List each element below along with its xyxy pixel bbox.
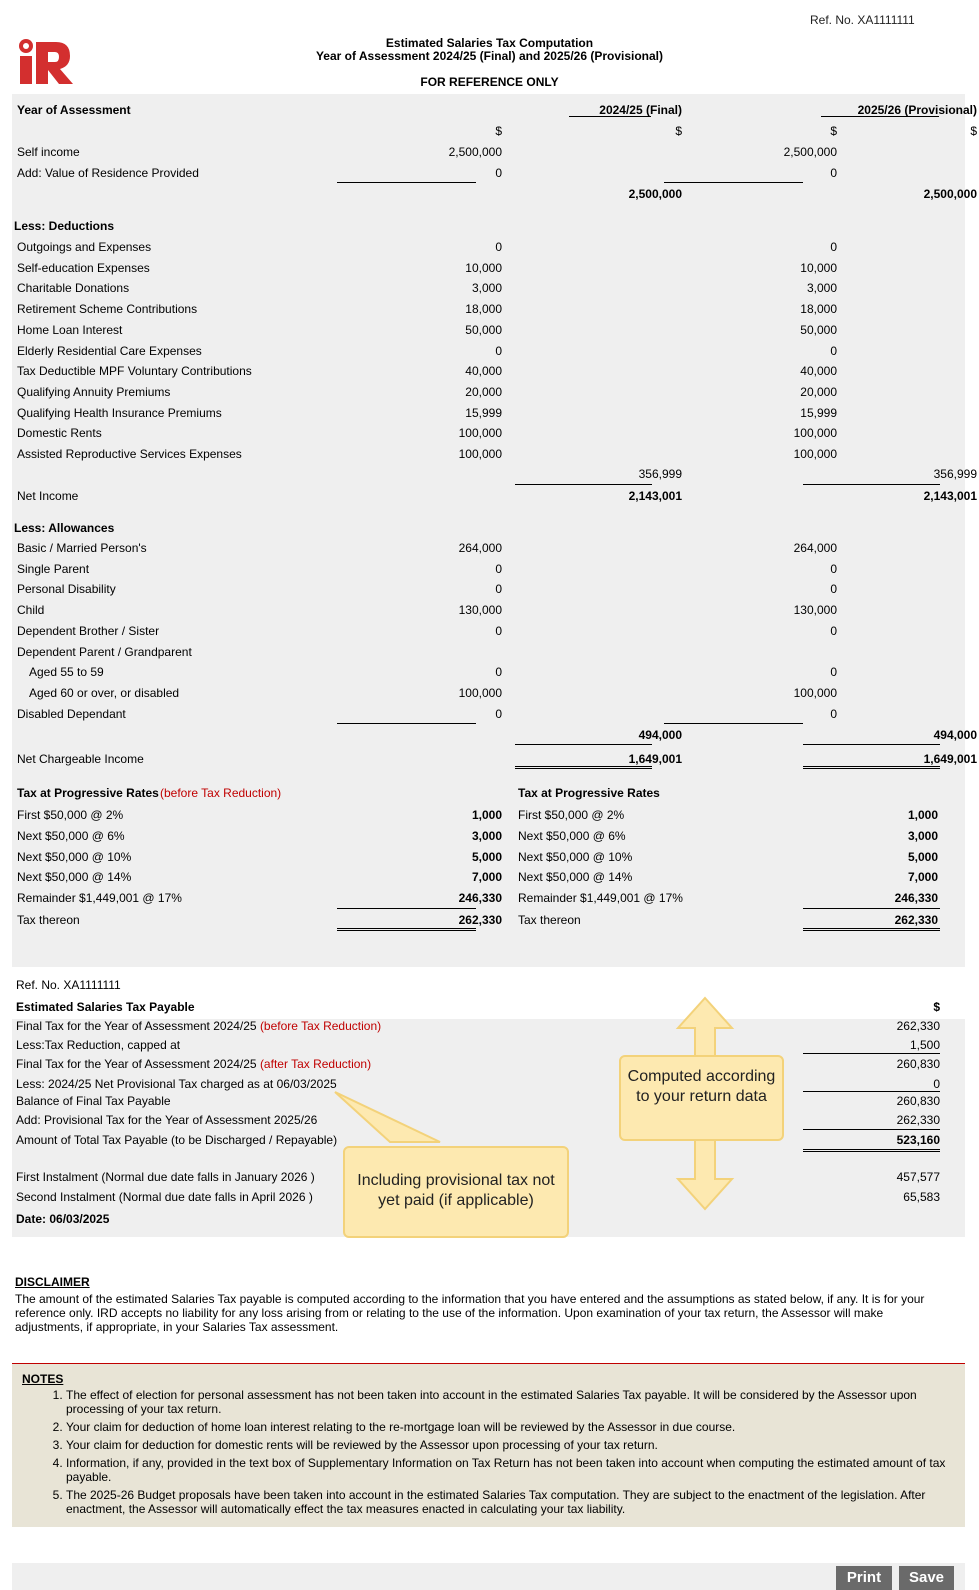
allowance-row [17,580,947,598]
income-total-row [17,185,977,203]
tax1-row-label: Next $50,000 @ 10% [17,849,132,864]
allowance-row-c1: 0 [495,582,502,597]
tax2-row-value: 5,000 [907,849,938,864]
allowance-row-label: Dependent Parent / Grandparent [17,644,192,659]
instalment-1-value: 457,577 [896,1170,940,1184]
allow-total-underline-b [803,744,940,745]
print-button[interactable]: Print [836,1566,892,1590]
ded-underline-b [803,484,940,485]
deduction-row-label: Retirement Scheme Contributions [17,302,198,317]
net-income-row [17,487,977,505]
deduction-row-c3: 40,000 [800,364,837,379]
deduction-row [17,279,947,297]
allowance-row-c1: 0 [495,623,502,638]
tax1-thereon-c1: 262,330 [458,913,502,927]
allowance-row-c1: 0 [495,706,502,721]
footer-bar [12,1563,965,1590]
y2-underline [821,116,939,117]
tax1-row-label: Remainder $1,449,001 @ 17% [17,891,182,906]
deduction-row-c1: 3,000 [471,281,502,296]
tax2-title-label: Tax at Progressive Rates [518,786,660,800]
tax2-row-label: First $50,000 @ 2% [518,808,625,822]
payable-r6-label: Add: Provisional Tax for the Year of Assessment 2025/26 [16,1113,318,1127]
deduction-row-c1: 50,000 [465,322,502,337]
allowance-row-c1: 0 [495,665,502,680]
deduction-row-c3: 100,000 [793,426,837,441]
deduction-row-c3: 15,999 [800,405,837,420]
payable-r2-label: Less:Tax Reduction, capped at [16,1038,181,1052]
including-callout: Including provisional tax not yet paid (if applicable) [343,1146,569,1238]
allowance-row-c1: 264,000 [458,541,502,555]
y1-underline [569,116,651,117]
allowance-row [17,601,947,619]
pay-underline-1 [803,1053,940,1054]
income-total-row-c4: 2,500,000 [923,187,977,201]
deduction-row [17,445,947,463]
tax1-row-c1: 1,000 [471,808,502,822]
note-item: 1. The effect of election for personal assessment has not been taken into account in the estimated Salaries Tax payable. It will be considered by the Assessor upon processing of your tax return. [66,1388,946,1416]
self-income-row-c3: 2,500,000 [783,145,837,159]
residence-row-label: Add: Value of Residence Provided [17,166,199,180]
notes-panel [12,1363,965,1527]
allowance-row-c3: 0 [830,665,837,680]
income-underline-a [337,182,476,183]
net-income-row-c4: 2,143,001 [923,489,977,503]
pay-double [803,1149,940,1152]
deduction-row-c1: 100,000 [458,447,502,461]
save-button[interactable]: Save [899,1566,954,1590]
deduction-row [17,383,947,401]
tax1-thereon-label: Tax thereon [17,913,80,927]
income-total-row-c2: 2,500,000 [628,187,682,201]
allowance-row-c1: 0 [495,561,502,576]
reference-number: Ref. No. XA1111111 [810,13,915,27]
deduction-row-label: Elderly Residential Care Expenses [17,343,202,358]
deductions-total-row [17,465,977,483]
tax1-row-c1: 5,000 [471,849,502,864]
deduction-row-c3: 20,000 [800,384,837,399]
payable-r7-label: Amount of Total Tax Payable (to be Discharged / Repayable) [16,1133,338,1147]
callout-pointer [330,1090,450,1150]
allowances-title [14,519,944,537]
deduction-row [17,321,947,339]
deduction-row-label: Qualifying Health Insurance Premiums [17,405,222,420]
allowance-row-c3: 130,000 [793,603,837,618]
residence-row-c3: 0 [830,166,837,180]
deductions-total-row-c4: 356,999 [933,467,977,481]
payable-r3 [16,1055,940,1073]
deductions-total-row-c2: 356,999 [638,467,682,481]
allowance-row [17,560,947,578]
col-header-row-label: Year of Assessment [17,103,131,117]
deduction-row-c3: 10,000 [800,260,837,275]
allowance-row-c3: 100,000 [793,685,837,700]
deduction-row-c1: 20,000 [465,384,502,399]
nci-double-a [515,766,652,769]
note-item: 5. The 2025-26 Budget proposals have been taken into account in the estimated Salaries Tax computation. They are subject to the enactment of the legislation. After enactment, the Assessor will automatically effect the tax measures enacted in calculating your tax liability. [66,1488,946,1516]
tax1-double [337,928,476,931]
tax2-row-value: 3,000 [907,828,938,843]
allowances-total-row-c2: 494,000 [638,728,682,742]
col-header-row-c4: 2025/26 (Provisional) [857,103,977,117]
payable-r4-label: Less: 2024/25 Net Provisional Tax charged as at 06/03/2025 [16,1077,337,1091]
deduction-row-c3: 100,000 [793,447,837,461]
tax2-double [803,928,940,931]
tax2-row-value: 246,330 [894,891,938,906]
allowance-row-label: Disabled Dependant [17,706,126,721]
allowance-row [17,684,947,702]
payable-ref-label: Ref. No. XA1111111 [16,978,121,992]
allowance-row [17,622,947,640]
allowance-row [17,663,947,681]
allowance-row-c3: 0 [830,561,837,576]
deduction-row-c1: 100,000 [458,426,502,441]
nci-row-c2: 1,649,001 [628,752,682,766]
deductions-title-label: Less: Deductions [14,219,115,233]
payable-title [16,998,940,1016]
allow-underline-a [337,723,476,724]
deduction-row-label: Self-education Expenses [17,260,150,275]
tax1-row-c1: 246,330 [458,891,502,906]
payable-r3-value: 260,830 [896,1057,940,1071]
allowance-row-label: Single Parent [17,561,90,576]
payable-r1-label: Final Tax for the Year of Assessment 2024/25 (before Tax Reduction) [16,1019,382,1033]
payable-title-value: $ [933,1000,940,1014]
tax1-row-label: Next $50,000 @ 14% [17,870,132,885]
deduction-row-label: Home Loan Interest [17,322,123,337]
net-income-row-label: Net Income [17,489,79,503]
note-item: 2. Your claim for deduction of home loan interest relating to the re-mortgage loan will be reviewed by the Assessor in due course. [66,1420,946,1434]
notes-list [66,1388,946,1520]
payable-r4-value: 0 [933,1077,940,1091]
deduction-row-c3: 0 [830,240,837,254]
payable-r2 [16,1036,940,1054]
deductions-title [14,217,944,235]
payable-ref [16,976,940,994]
self-income-row [17,143,947,161]
tax2-title [518,784,938,802]
page-title: Estimated Salaries Tax Computation [385,36,594,50]
tax1-underline [337,908,476,909]
deduction-row-c1: 0 [495,343,502,358]
self-income-row-label: Self income [17,145,80,159]
allowance-row-c3: 264,000 [793,541,837,555]
tax2-row [518,889,938,907]
payable-r6 [16,1111,940,1129]
deduction-row-label: Charitable Donations [17,281,130,296]
allow-underline-b [664,723,803,724]
payable-date-label: Date: 06/03/2025 [16,1212,110,1226]
disclaimer-text: The amount of the estimated Salaries Tax payable is computed according to the information that you have entered and the assumptions as stated below, if any. It is for your reference only. IRD accepts no liability for any loss arising from or relating to the use of the information. Upon examination of your tax return, the Assessor will make adjustments, if appropriate, in your Salaries Tax assessment. [15,1292,925,1334]
page-subtitle: Year of Assessment 2024/25 (Final) and 2025/26 (Provisional) [315,49,664,63]
deduction-row [17,259,947,277]
payable-r5 [16,1092,940,1110]
deduction-row-c1: 15,999 [465,405,502,420]
allow-total-underline-a [515,744,652,745]
deduction-row [17,342,947,360]
tax2-row-label: Next $50,000 @ 6% [518,828,626,843]
tax2-row-label: Next $50,000 @ 10% [518,849,633,864]
allowance-row-c3: 0 [830,623,837,638]
residence-row [17,164,947,182]
allowance-row-label: Aged 55 to 59 [29,665,104,680]
col-header-row [17,101,977,119]
col-header-row-c2: 2024/25 (Final) [599,103,682,117]
payable-r3-note: (after Tax Reduction) [259,1057,372,1071]
payable-r1-note: (before Tax Reduction) [259,1019,382,1033]
allowance-row-c1: 130,000 [458,603,502,618]
payable-r1 [16,1017,940,1035]
tax2-thereon-label: Tax thereon [518,913,581,927]
tax1-row-label: Next $50,000 @ 6% [17,828,125,843]
instalment-1-label: First Instalment (Normal due date falls in January 2026 ) [16,1170,315,1184]
allowance-row [17,539,947,557]
self-income-row-c1: 2,500,000 [448,145,502,159]
payable-r4 [16,1075,940,1093]
tax1-title-label: Tax at Progressive Rates [17,786,159,800]
tax2-underline [803,908,940,909]
payable-title-label: Estimated Salaries Tax Payable [16,1000,195,1014]
payable-r3-label: Final Tax for the Year of Assessment 2024/25 (after Tax Reduction) [16,1057,372,1071]
tax2-thereon [518,911,938,929]
deduction-row [17,362,947,380]
deduction-row [17,238,947,256]
deduction-row-c3: 18,000 [800,302,837,317]
allowances-title-label: Less: Allowances [14,521,115,535]
deduction-row-label: Assisted Reproductive Services Expenses [17,447,242,461]
dollar-row-c3: $ [830,124,837,138]
nci-double-b [803,766,940,769]
allowance-row-c1: 100,000 [458,685,502,700]
deduction-row-label: Outgoings and Expenses [17,240,152,254]
tax1-row-label: First $50,000 @ 2% [17,808,124,822]
deduction-row-c1: 0 [495,240,502,254]
tax1-row-c1: 3,000 [471,828,502,843]
payable-r1-value: 262,330 [896,1019,940,1033]
deduction-row-c1: 10,000 [465,260,502,275]
allowance-row-c3: 0 [830,706,837,721]
allowance-row [17,705,947,723]
payable-r5-value: 260,830 [896,1094,940,1108]
deduction-row-c3: 3,000 [806,281,837,296]
dollar-row-c1: $ [495,124,502,138]
nci-row-c4: 1,649,001 [923,752,977,766]
tax2-row [518,868,938,886]
allowance-row-label: Dependent Brother / Sister [17,623,160,638]
allowance-row [17,643,947,661]
pay-underline-3 [803,1129,940,1130]
allowances-total-row [17,726,977,744]
tax2-row-value: 1,000 [907,808,938,822]
note-item: 4. Information, if any, provided in the text box of Supplementary Information on Tax Return has not been taken into account when computing the estimated amount of tax payable. [66,1456,946,1484]
deduction-row-c1: 40,000 [465,364,502,379]
deduction-row [17,404,947,422]
ded-underline-a [515,484,652,485]
deduction-row [17,424,947,442]
allowance-row-label: Aged 60 or over, or disabled [29,685,180,700]
payable-r2-value: 1,500 [909,1038,940,1052]
income-underline-b [664,182,803,183]
payable-r5-label: Balance of Final Tax Payable [16,1094,171,1108]
allowance-row-label: Child [17,603,45,618]
tax2-row [518,848,938,866]
net-income-row-c2: 2,143,001 [628,489,682,503]
allowance-row-label: Basic / Married Person's [17,541,147,555]
allowance-row-label: Personal Disability [17,582,116,597]
deduction-row-label: Tax Deductible MPF Voluntary Contributions [17,364,252,379]
notes-title: NOTES [22,1372,64,1386]
deduction-row-c3: 0 [830,343,837,358]
computed-callout: Computed according to your return data [619,1055,784,1141]
tax2-row-label: Remainder $1,449,001 @ 17% [518,891,683,906]
nci-row-label: Net Chargeable Income [17,752,144,766]
deduction-row-c3: 50,000 [800,322,837,337]
reference-only-label: FOR REFERENCE ONLY [420,75,559,89]
deduction-row [17,300,947,318]
disclaimer-title: DISCLAIMER [15,1275,90,1289]
tax2-row [518,827,938,845]
deduction-row-label: Qualifying Annuity Premiums [17,384,171,399]
dollar-row-c4: $ [970,124,977,138]
tax2-row-value: 7,000 [907,870,938,885]
tax1-title-note: (before Tax Reduction) [160,786,282,800]
allowance-row-c3: 0 [830,582,837,597]
residence-row-c1: 0 [495,166,502,180]
deduction-row-label: Domestic Rents [17,426,102,441]
payable-r7-value: 523,160 [896,1133,940,1147]
deduction-row-c1: 18,000 [465,302,502,317]
tax1-row-c1: 7,000 [471,870,502,885]
tax2-thereon-value: 262,330 [894,913,938,927]
allowances-total-row-c4: 494,000 [933,728,977,742]
tax2-row [518,806,938,824]
tax2-row-label: Next $50,000 @ 14% [518,870,633,885]
instalment-2-value: 65,583 [903,1190,940,1204]
instalment-2-label: Second Instalment (Normal due date falls in April 2026 ) [16,1190,313,1204]
note-item: 3. Your claim for deduction for domestic rents will be reviewed by the Assessor upon processing of your tax return. [66,1438,946,1452]
dollar-row-c2: $ [675,124,682,138]
payable-r6-value: 262,330 [896,1113,940,1127]
dollar-row [17,122,977,140]
